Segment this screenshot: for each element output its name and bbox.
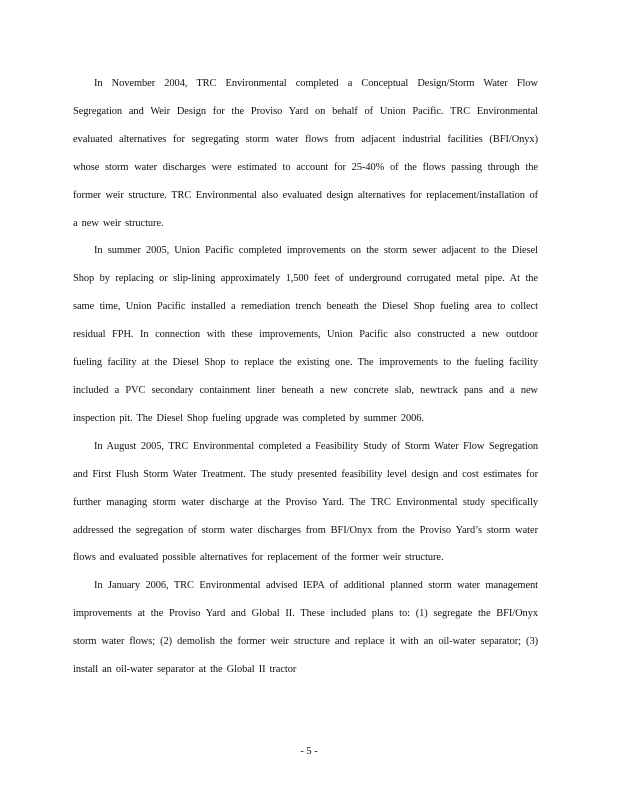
paragraph-iepa-notification: In January 2006, TRC Environmental advised IEPA of additional planned storm water management improvements at the Proviso Yard and Global II. These included plans to: (1) segregate the BFI/Onyx storm water flows; (2) demolish the former weir structure and replace it with an oil-water separator; (3) install an oil-water separator at the Global II tractor xyxy=(73,580,538,676)
paragraph-feasibility-study: In August 2005, TRC Environmental completed a Feasibility Study of Storm Water Flow Segregation and First Flush Storm Water Treatment. The study presented feasibility level design and cost estimates for further managing storm water discharge at the Proviso Yard. The TRC Environmental study specifically addressed the segregation of storm water discharges from BFI/Onyx from the Proviso Yard’s storm water flows and evaluated possible alternatives for replacement of the former weir structure. xyxy=(73,440,538,564)
paragraph-conceptual-design: In November 2004, TRC Environmental completed a Conceptual Design/Storm Water Flow Segregation and Weir Design for the Proviso Yard on behalf of Union Pacific. TRC Environmental evaluated alternatives for segregating storm water flows from adjacent industrial facilities (BFI/Onyx) whose storm water discharges were estimated to account for 25-40% of the flows passing through the former weir structure. TRC Environmental also evaluated design alternatives for replacement/installation of a new weir structure. xyxy=(73,78,538,229)
paragraph-storm-sewer-improvements: In summer 2005, Union Pacific completed improvements on the storm sewer adjacent to the Diesel Shop by replacing or slip-lining approximately 1,500 feet of underground corrugated metal pipe. At the same time, Union Pacific installed a remediation trench beneath the Diesel Shop fueling area to collect residual FPH. In connection with these improvements, Union Pacific also constructed a new outdoor fueling facility at the Diesel Shop to replace the existing one. The improvements to the fueling facility included a PVC secondary containment liner beneath a new concrete slab, newtrack pans and a new inspection pit. The Diesel Shop fueling upgrade was completed by summer 2006. xyxy=(73,245,538,424)
page-number: - 5 - xyxy=(300,746,318,757)
document-body xyxy=(73,70,538,684)
